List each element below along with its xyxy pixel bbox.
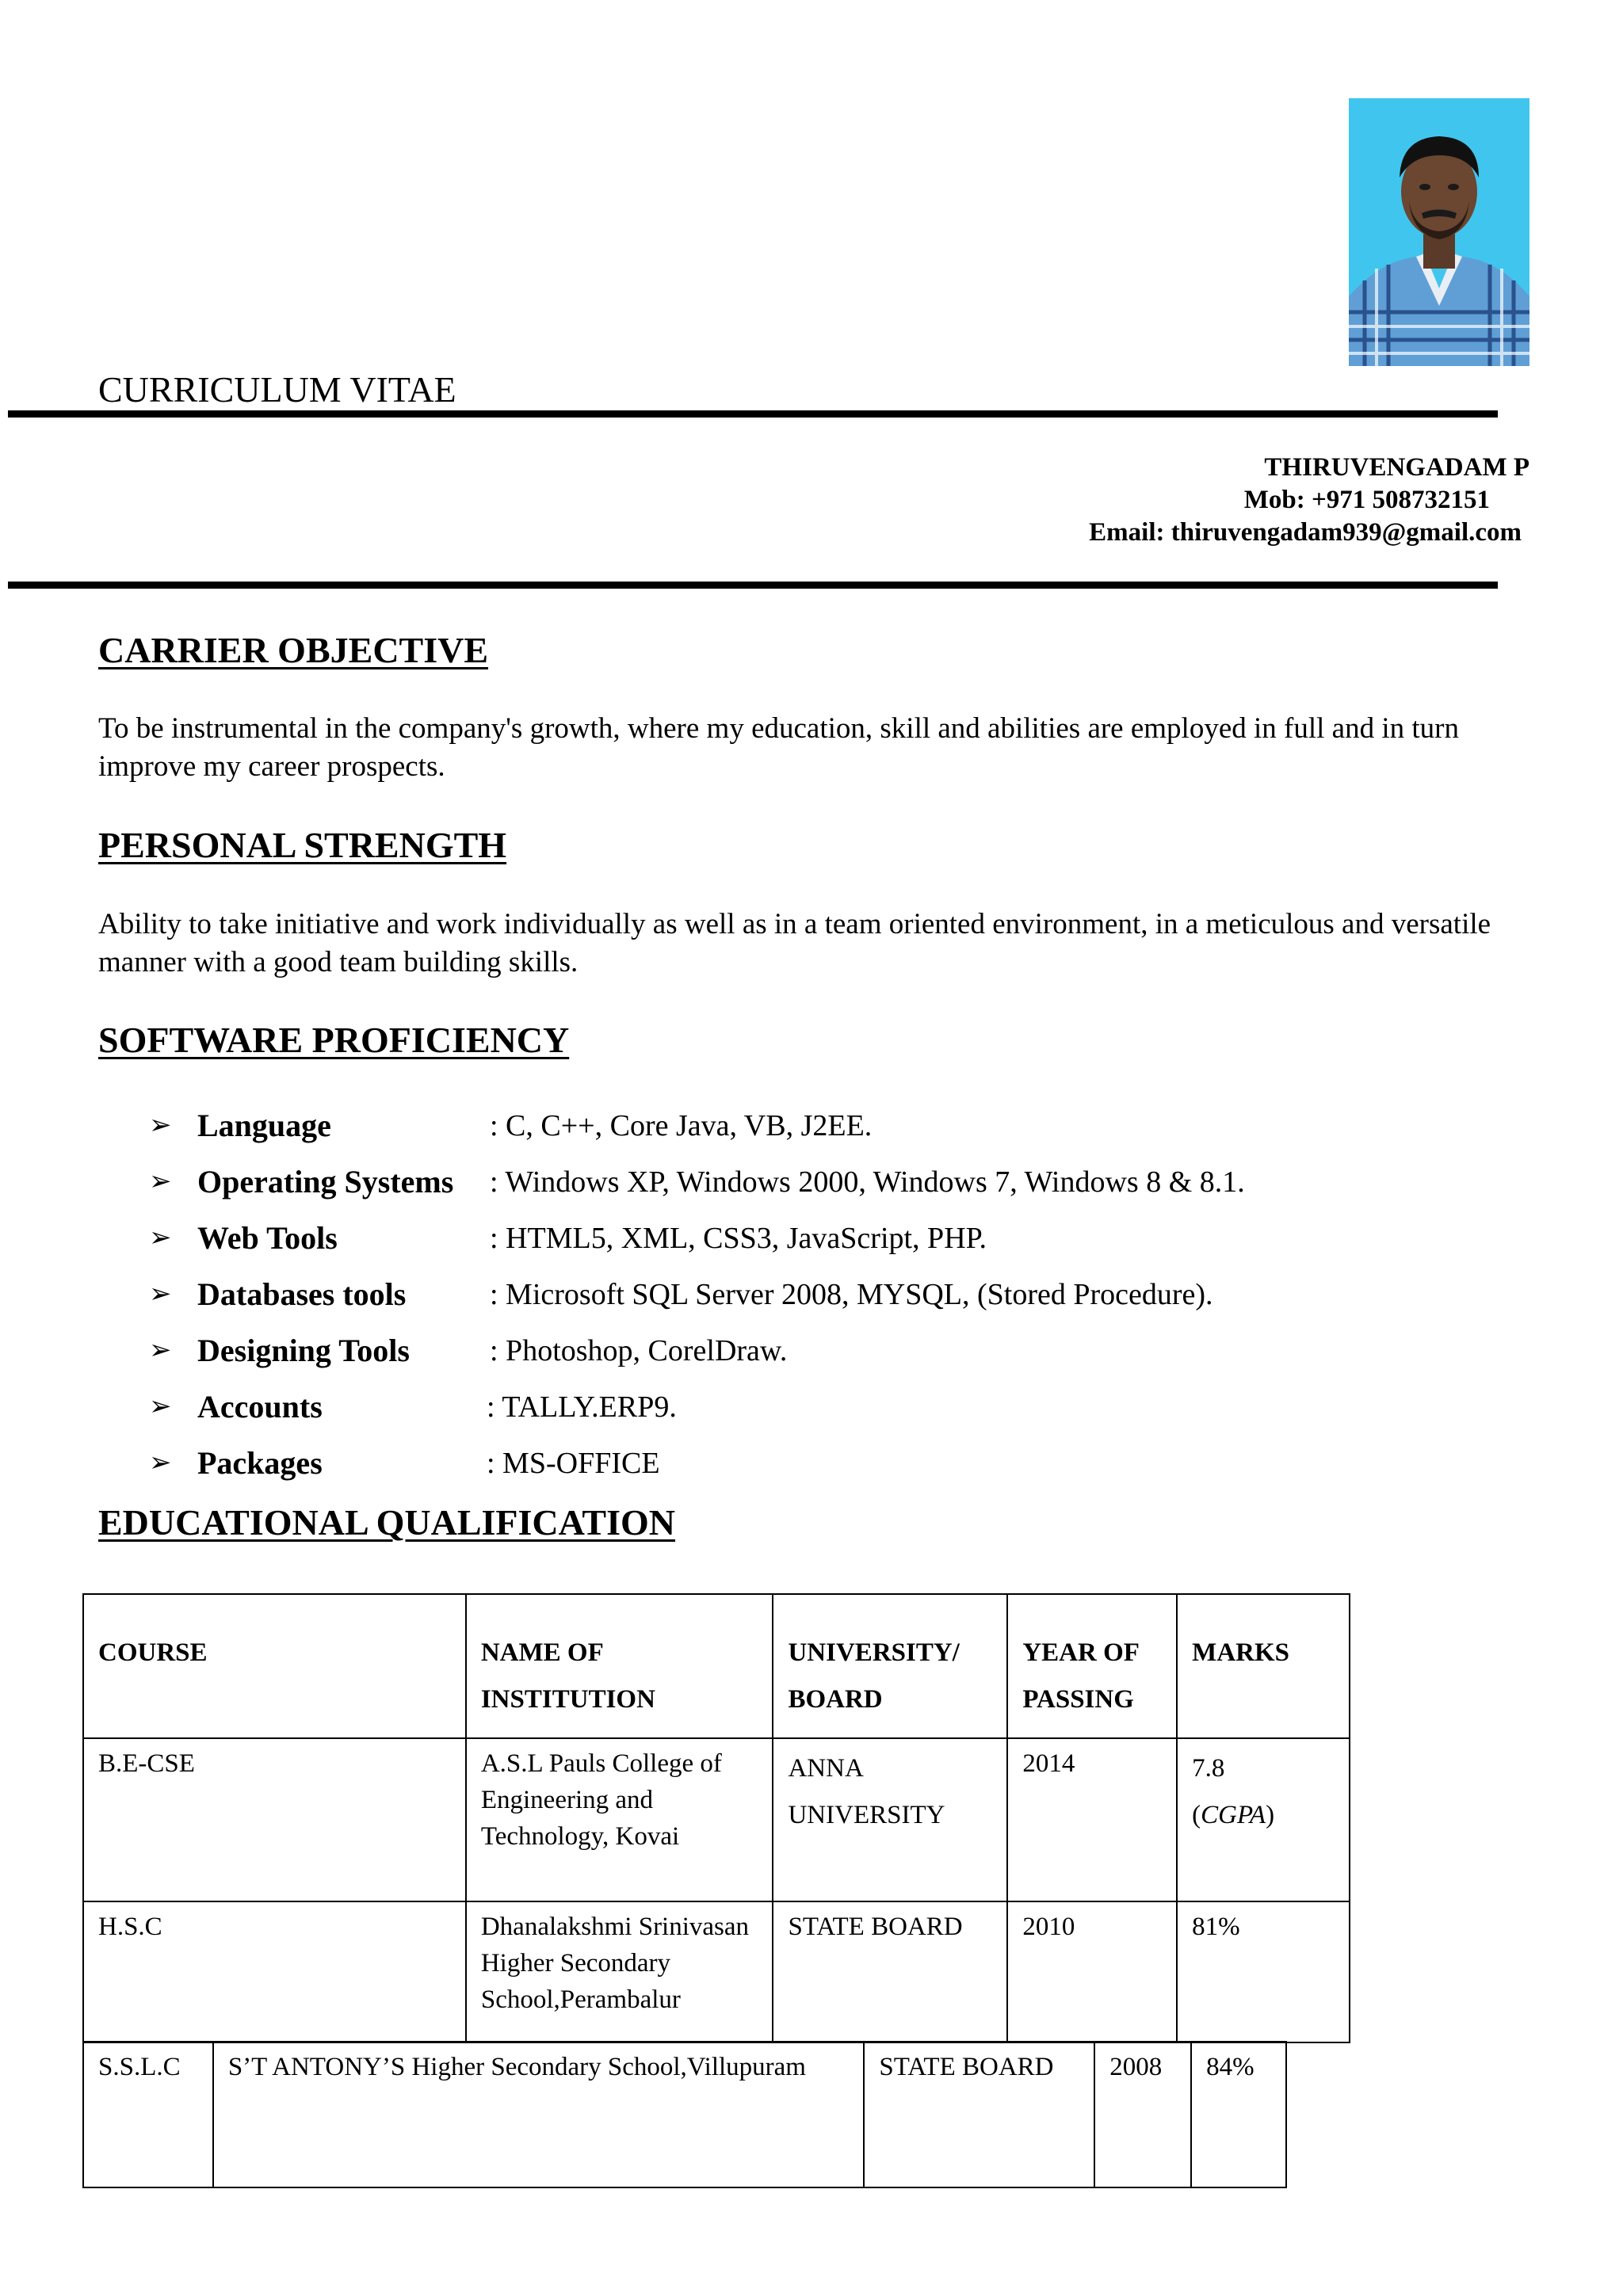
marks-value: 7.8 — [1192, 1754, 1225, 1783]
marks-note: CGPA — [1201, 1801, 1266, 1829]
header-divider-top — [8, 410, 1498, 418]
cell-board: STATE BOARD — [773, 1901, 1007, 2042]
skill-row — [0, 1274, 1347, 1329]
candidate-name: THIRUVENGADAM P — [1264, 453, 1529, 482]
header-divider-bottom — [8, 582, 1498, 589]
arrow-bullet-icon: ➢ — [149, 1111, 172, 1140]
table-row — [83, 2042, 1286, 2187]
cell-course: S.S.L.C — [83, 2042, 213, 2187]
software-heading: SOFTWARE PROFICIENCY — [98, 1020, 570, 1060]
skill-row — [0, 1386, 1347, 1442]
table-row — [83, 1738, 1350, 1901]
skill-row — [0, 1330, 1347, 1386]
skill-value: : C, C++, Core Java, VB, J2EE. — [490, 1109, 873, 1142]
cell-marks: 7.8 (CGPA) — [1177, 1738, 1350, 1901]
cell-institution: A.S.L Pauls College of Engineering and Technology, Kovai — [466, 1738, 773, 1901]
skill-row — [0, 1218, 1347, 1273]
header-course: COURSE — [83, 1594, 466, 1738]
skill-label: Operating Systems — [197, 1164, 454, 1199]
profile-photo-image — [1349, 98, 1529, 366]
profile-photo — [1349, 98, 1529, 366]
education-heading: EDUCATIONAL QUALIFICATION — [98, 1502, 676, 1543]
education-table — [82, 1593, 1350, 2043]
table-row — [83, 1901, 1350, 2042]
skill-label: Databases tools — [197, 1276, 407, 1312]
cell-board: ANNA UNIVERSITY — [773, 1738, 1007, 1901]
table-header-row — [83, 1594, 1350, 1738]
skill-value: : TALLY.ERP9. — [487, 1390, 677, 1424]
header-year: YEAR OF PASSING — [1007, 1594, 1177, 1738]
strength-heading: PERSONAL STRENGTH — [98, 825, 507, 865]
document-title: CURRICULUM VITAE — [98, 369, 456, 410]
skill-value: : Microsoft SQL Server 2008, MYSQL, (Stored Procedure). — [490, 1278, 1213, 1311]
skill-label: Web Tools — [197, 1220, 338, 1256]
arrow-bullet-icon: ➢ — [149, 1336, 172, 1365]
skill-label: Accounts — [197, 1389, 323, 1425]
skill-label: Designing Tools — [197, 1333, 410, 1368]
skill-row — [0, 1161, 1347, 1217]
cell-year: 2014 — [1007, 1738, 1177, 1901]
skill-value: : HTML5, XML, CSS3, JavaScript, PHP. — [490, 1222, 987, 1255]
mobile-number: Mob: +971 508732151 — [1243, 486, 1490, 514]
education-table-sslc — [82, 2041, 1287, 2188]
header-marks: MARKS — [1177, 1594, 1350, 1738]
arrow-bullet-icon: ➢ — [149, 1392, 172, 1421]
strength-text: Ability to take initiative and work individually as well as in a team oriented environment, in a meticulous and versatile manner with a good team building skills. — [98, 908, 1491, 978]
cell-board: STATE BOARD — [864, 2042, 1094, 2187]
cell-institution: S’T ANTONY’S Higher Secondary School,Villupuram — [213, 2042, 865, 2187]
cell-marks: 84% — [1191, 2042, 1286, 2187]
header-board: UNIVERSITY/ BOARD — [773, 1594, 1007, 1738]
header-institution: NAME OF INSTITUTION — [466, 1594, 773, 1738]
objective-heading: CARRIER OBJECTIVE — [98, 630, 489, 670]
cell-course: H.S.C — [83, 1901, 466, 2042]
cell-course: B.E-CSE — [83, 1738, 466, 1901]
arrow-bullet-icon: ➢ — [149, 1448, 172, 1478]
cell-marks: 81% — [1177, 1901, 1350, 2042]
skill-value: : Windows XP, Windows 2000, Windows 7, Windows 8 & 8.1. — [490, 1165, 1245, 1199]
skill-label: Language — [197, 1108, 331, 1143]
email-address: Email: thiruvengadam939@gmail.com — [1089, 518, 1522, 547]
objective-text: To be instrumental in the company's growth, where my education, skill and abilities are employed in full and in turn improve my career prospects. — [98, 712, 1459, 783]
arrow-bullet-icon: ➢ — [149, 1280, 172, 1309]
skill-row — [0, 1443, 1347, 1498]
skill-value: : Photoshop, CorelDraw. — [490, 1334, 788, 1367]
skill-row — [0, 1105, 1347, 1161]
arrow-bullet-icon: ➢ — [149, 1167, 172, 1196]
arrow-bullet-icon: ➢ — [149, 1223, 172, 1253]
cell-year: 2010 — [1007, 1901, 1177, 2042]
cell-year: 2008 — [1094, 2042, 1191, 2187]
skill-label: Packages — [197, 1445, 323, 1481]
cell-institution: Dhanalakshmi Srinivasan Higher Secondary School,Perambalur — [466, 1901, 773, 2042]
skill-value: : MS-OFFICE — [487, 1447, 660, 1480]
